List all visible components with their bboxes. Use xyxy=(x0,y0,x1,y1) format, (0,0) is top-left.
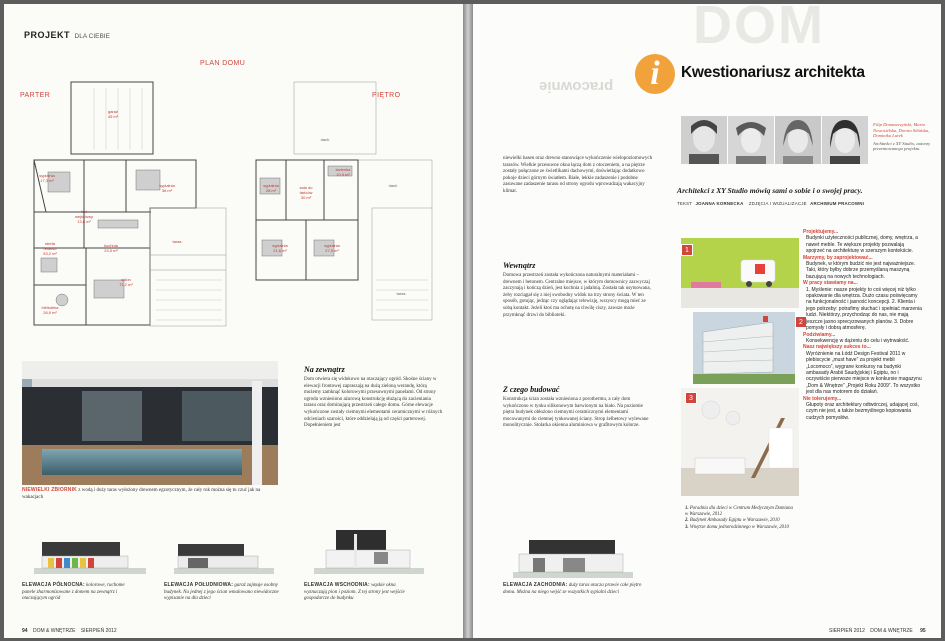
project-list-num: 1. xyxy=(685,506,689,511)
qa-item xyxy=(803,280,923,331)
qa-answer: 1. Myślenie: nasze projekty to coś więcej niż tylko opakowanie dla wnętrza. Dużo czasu poświęcamy na funkcjonalność i jasność koncepcji. 2. Klienta i jego potrzeby: potrafimy słuchać i spełniać marzenia ludzi. Niektórzy, przychodząc do nas, nie mają jeszcze jasno sprecyzowanych planów. 3. Dobre pomysły i dobrą atmosferę. xyxy=(806,286,922,332)
room-pietro-taras: taras xyxy=(396,291,406,296)
qa-item xyxy=(803,344,923,395)
room-sala-do-tancow: sala do tańców 30 m² xyxy=(299,185,313,200)
header-section: DLA CIEBIE xyxy=(74,33,110,40)
wewnatrz-section xyxy=(503,261,653,319)
room-taras: taras xyxy=(172,239,182,244)
project-list-text: Poradnia dla dzieci w Centrum Medycznym Damiana w Warszawie, 2012 xyxy=(685,506,793,518)
plan-title: PLAN DOMU xyxy=(200,60,246,67)
z-czego-section xyxy=(503,385,653,430)
left-page xyxy=(4,4,463,638)
elevation-south-text: garaż zajmuje osobny budynek. Na jednej z jego ścian wmalowano niewidoczne wypisanie na dla dzieci xyxy=(164,583,279,601)
qa-answer: Wyróżnienie na Łódź Design Festival 2011 w plebiscycie „must have” za projekt mebli „Locomoco”, wygrane konkursy na budynki ambasady Arabii Saudyjskiej i Egiptu, no i oczywiście pierwsze miejsce w konkursie magazynu „Dom & Wnętrze” „Projekt Roku 2009”. To wszystko jest dla nas motorem do działań. xyxy=(806,350,922,396)
upper-floor-drawing xyxy=(248,80,448,330)
elevation-east-lead: ELEWACJA WSCHODNIA: xyxy=(304,582,370,588)
elevation-north-text: kolorowe, ruchome panele zharmonizowane z domem na zewnątrz i otaczającym ogród xyxy=(22,583,125,601)
book-gutter xyxy=(463,4,473,638)
elevation-east-caption xyxy=(304,582,419,603)
clinic-interior-render xyxy=(681,238,799,308)
portrait-3 xyxy=(775,116,821,164)
col1-top-text: niewielki basen oraz drewno stanowiące wykończenie wielopoziomowych tarasów. Wielkie przesuwne okna łączą dom z otoczeniem, a na piętrze zostały połączone ze świetlikami dachowymi, doświetlając dodatkowo pokoje dzieci górnym światłem. Białe, lekkie zadaszenie i podobne zasuwane zadaszenie tarasu od strony ogrodu wprowadzają wakacyjny klimat. xyxy=(503,156,653,194)
watermark-dom: DOM xyxy=(693,4,825,55)
left-footer xyxy=(22,628,117,634)
elevation-south-caption xyxy=(164,582,279,603)
roof-side: dach xyxy=(388,183,398,188)
qa-answer: Konsekwencję w dążeniu do celu i wytrwałość. xyxy=(806,337,910,344)
exterior-photo xyxy=(22,361,278,485)
qa-answer: Budynki użyteczności publicznej, domy, wnętrza, a nawet meble. Te większe projekty pozwalają spojrzeć na architekturę w szerszym kontekście. xyxy=(806,235,918,255)
architects-names: Filip Domaszczyński, Marta Nowosielska, Dorota Sibińska, Dominika Lurek xyxy=(873,122,930,139)
portrait-4 xyxy=(822,116,868,164)
room-lazienka: łazienka 10,9 m² xyxy=(335,167,351,177)
room-pietro-sypialnia-2: sypialnia 21,6 m² xyxy=(272,243,288,253)
pool-render xyxy=(22,361,278,485)
portrait-2 xyxy=(728,116,774,164)
right-page xyxy=(473,4,941,638)
room-sypialnia-2: sypialnia 36 m² xyxy=(159,183,175,193)
right-footer xyxy=(829,628,926,634)
qa-question: Projektujemy... xyxy=(803,229,839,235)
qa-item xyxy=(803,396,923,422)
wewnatrz-body: Domowa przestrzeń została wykończona naturalnymi materiałami – drewnem i betonem. Centralne miejsce, w którym domownicy zazwyczaj zaczynają i kończą dzień, jest kuchnia z jadalnią. Została tak usytuowana, żeby rozciągał się z niej swobodny widok na trzy strony świata. W ten sposób, gotując, jedząc czy oglądając telewizję, wszyscy mogą mieć ze sobą kontakt. Jeżeli ktoś ma ochotę na chwilę ciszy, zawsze może przymknąć drzwi do biblioteki. xyxy=(503,273,651,318)
west-elevation-text: duży taras otacza prawie całe piętro domu. Można na niego wejść ze wszystkich sypialni dzieci xyxy=(503,583,642,595)
left-footer-issue: SIERPIEŃ 2012 xyxy=(80,628,117,634)
na-zewnatrz-section xyxy=(304,365,444,430)
room-sypialnia-1: sypialnia 17,3 m² xyxy=(39,173,55,183)
parter-label: PARTER xyxy=(20,92,51,99)
south-elevation-render xyxy=(174,534,274,574)
upper-floor-plan xyxy=(248,80,448,330)
project-marker-1: 1 xyxy=(681,244,693,256)
photo-caption xyxy=(22,487,278,501)
wewnatrz-heading: Wewnątrz xyxy=(503,261,536,270)
qa-question: Nie tolerujemy... xyxy=(803,395,842,402)
portrait-1 xyxy=(681,116,727,164)
project-list-num: 3. xyxy=(685,524,689,530)
right-page-number: 95 xyxy=(920,628,926,634)
architects-role: Architekci z XY Studio, autorzy prezentowanego projektu. xyxy=(873,140,931,152)
west-elevation-caption xyxy=(503,582,653,596)
roof-top: dach xyxy=(320,137,330,142)
elevation-north-lead: ELEWACJA PÓŁNOCNA: xyxy=(22,582,85,588)
project-list-text: Budynek Ambasady Egiptu w Warszawie, 2010 xyxy=(689,518,780,524)
qa-item xyxy=(803,229,923,255)
room-biblioteka: biblioteka 26,9 m² xyxy=(41,305,59,315)
project-list-item xyxy=(685,525,797,531)
left-page-number: 94 xyxy=(22,628,28,634)
qa-question: Podziwiamy... xyxy=(803,331,836,338)
room-hol: hol wejściowy 13,8 m² xyxy=(74,209,93,224)
right-footer-issue: SIERPIEŃ 2012 xyxy=(829,628,865,634)
elevation-north-caption xyxy=(22,582,137,603)
west-elevation-render xyxy=(513,532,633,578)
project-image-1 xyxy=(681,238,799,308)
elevation-south-lead: ELEWACJA POŁUDNIOWA: xyxy=(164,582,234,588)
left-footer-mag: DOM & WNĘTRZE xyxy=(32,628,76,634)
kwestionariusz-title: Kwestionariusz architekta xyxy=(681,64,865,81)
room-strefa-relaksu: strefa relaksu 53,2 m² xyxy=(43,241,57,256)
qa-item xyxy=(803,255,923,281)
header-projekt: PROJEKT xyxy=(24,30,71,40)
east-elevation-render xyxy=(314,524,424,574)
room-kuchnia: kuchnia 24,5 m² xyxy=(104,243,118,253)
pietro-label: PIĘTRO xyxy=(372,92,401,99)
qa-question: Marzymy, by zaprojektować... xyxy=(803,254,873,261)
project-list xyxy=(685,506,797,531)
na-zewnatrz-body: Dom otwiera się widokowo na otaczający ogród. Skośne ściany w elewacji frontowej zapraszają na dużą zieloną werandę, którą możemy zamknąć kolorowymi przesuwnymi panelami. Od strony ogrodu wzniesiono ażurową konstrukcję służącą do zacieniania tarasu oraz dominującą przestrzeń całego domu. Górne elewacje wykończone zostały ciemnymi elementami ceramicznymi w różnych odcieniach szarości, które oddzielają ją od części parterowej. Dopełnieniem jest xyxy=(304,377,443,429)
z-czego-heading: Z czego budować xyxy=(503,385,560,394)
page-header xyxy=(24,30,110,40)
qa-question: W pracy stawiamy na... xyxy=(803,280,858,287)
credit-text-label: TEKST xyxy=(677,201,693,206)
credit-text-name: JOANNA KORNECKA xyxy=(695,201,744,206)
right-footer-mag: DOM & WNĘTRZE xyxy=(870,628,913,634)
questionnaire-subtitle: Architekci z XY Studio mówią sami o sobie i o swojej pracy. xyxy=(677,186,863,195)
credit-photo-label: ZDJĘCIA I WIZUALIZACJE xyxy=(748,201,807,206)
info-badge-icon: i xyxy=(635,54,675,94)
room-salon: salon 71,2 m² xyxy=(119,277,133,287)
photo-caption-lead: NIEWIELKI ZBIORNIK xyxy=(22,487,77,493)
project-marker-3: 3 xyxy=(685,392,697,404)
room-pietro-sypialnia-3: sypialnia 27,5 m² xyxy=(324,243,340,253)
watermark-pracownie: pracownie xyxy=(539,78,614,95)
elevation-east-text: wąskie okna wyznaczają pion i poziom. Z tej strony jest wejście gospodarcze do budynku xyxy=(304,583,405,601)
west-elevation-lead: ELEWACJA ZACHODNIA: xyxy=(503,582,568,588)
architects-credit xyxy=(873,122,935,152)
credits xyxy=(677,201,864,206)
house-interior-render xyxy=(681,388,799,496)
qa-item xyxy=(803,332,923,345)
project-image-3 xyxy=(681,388,799,496)
project-list-num: 2. xyxy=(685,518,689,524)
credit-photo-name: ARCHIWUM PRACOWNI xyxy=(810,201,865,206)
z-czego-body: Konstrukcja ścian została wzniesiona z porothermu, a cały dom wykończono w tynku silikonowym barwionym na biało. Na poziomie piętra budynek obłożono ciemnymi ceramicznymi elementami mocowanymi do ciemnej tynkowanej ściany. Strop żelbetowy wylewane monolitycznie. Stolarka okienna aluminiowa w grafitowym kolorze. xyxy=(503,397,649,429)
embassy-render xyxy=(693,312,795,384)
project-image-2 xyxy=(693,312,795,384)
room-garaz: garaż 45 m² xyxy=(107,109,119,119)
project-marker-2: 2 xyxy=(795,316,807,328)
qa-answer: Głupoty oraz architektury odtwórczej, udającej coś, czym nie jest, a także bezmyślnego kopiowania cudzych pomysłów. xyxy=(806,401,919,421)
qa-column xyxy=(803,229,923,421)
room-pietro-sypialnia-1: sypialnia 28 m² xyxy=(263,183,279,193)
architect-portraits xyxy=(681,116,869,164)
project-list-text: Wnętrze domu jednorodzinnego w Warszawie, 2010 xyxy=(689,524,789,530)
photo-caption-text: z wodą i duży taras wyłożony drewnem egzotycznym, że cały rok można się tu czuć jak na wakacjach xyxy=(22,488,261,500)
qa-question: Nasz największy sukces to... xyxy=(803,344,871,351)
north-elevation-render xyxy=(34,534,146,574)
qa-answer: Budynek, w którym budzić nie jest najważniejsze. Taki, który byłby dobrze przemyślaną maszyną bazującą na nowych technologiach. xyxy=(806,261,916,280)
ground-floor-plan xyxy=(26,80,234,330)
na-zewnatrz-heading: Na zewnątrz xyxy=(304,365,345,374)
project-list-item xyxy=(685,506,797,518)
